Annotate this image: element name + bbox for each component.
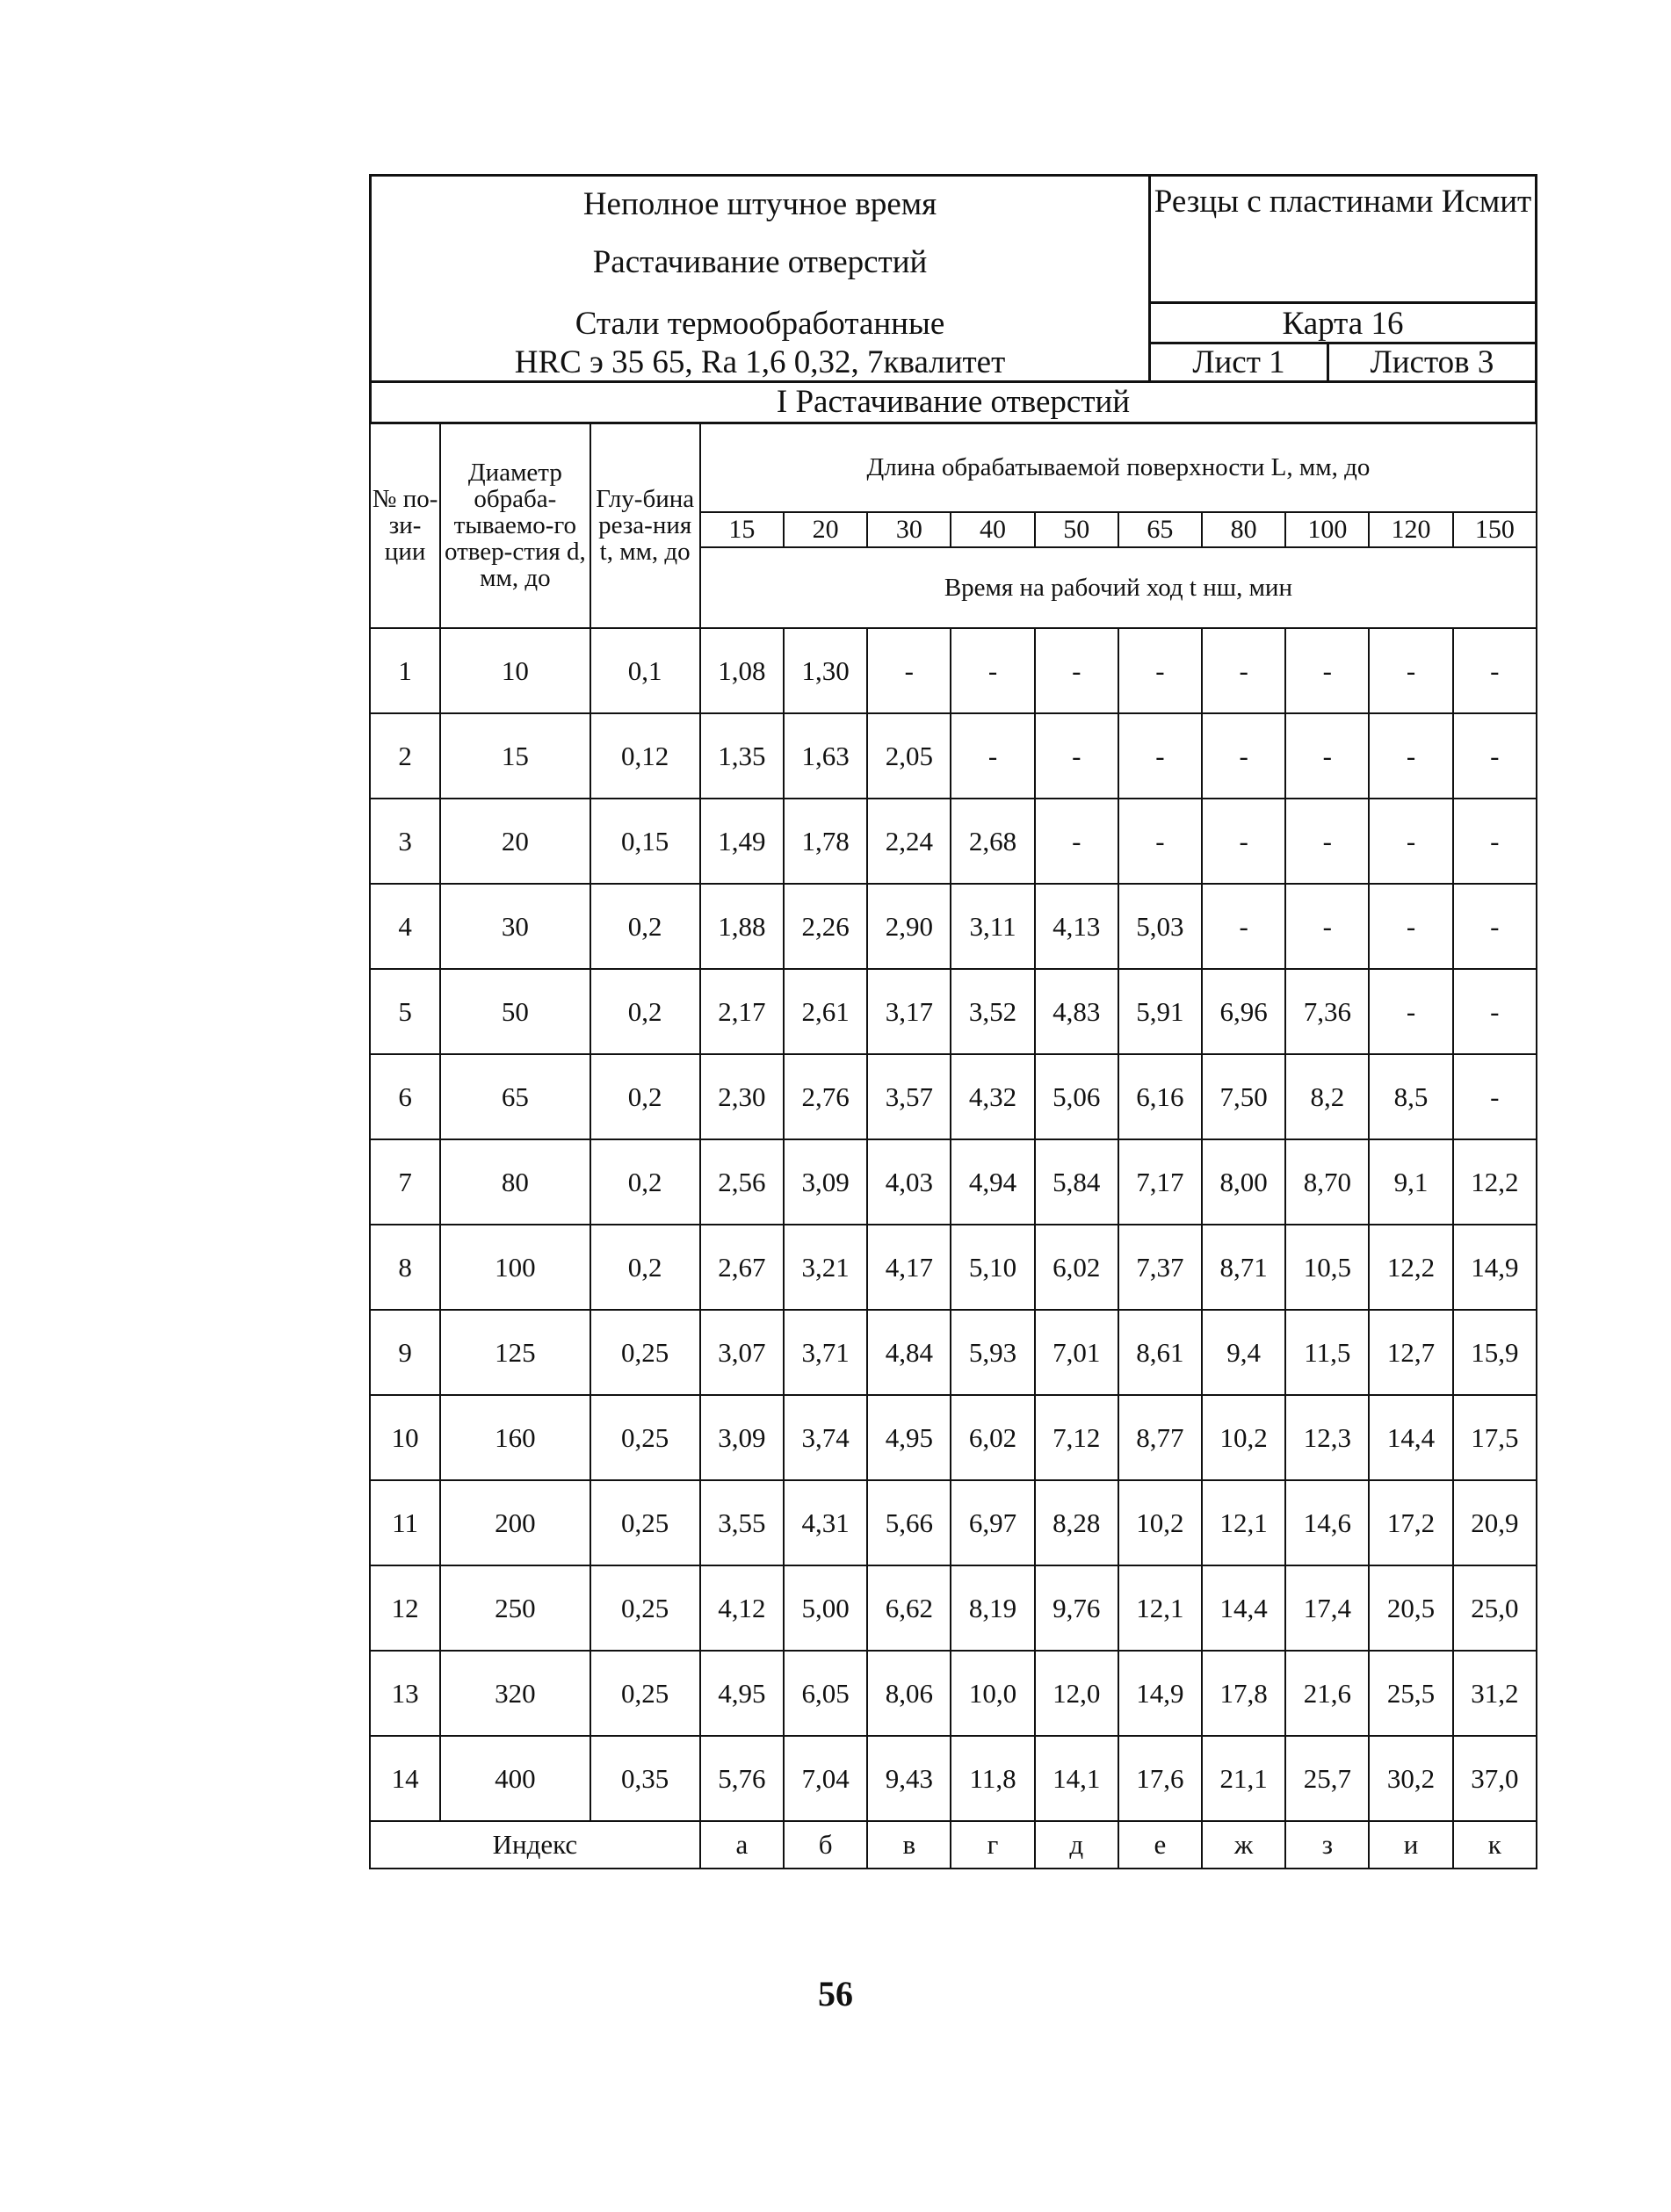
position-cell: 1: [370, 628, 440, 713]
depth-cell: 0,2: [590, 1139, 700, 1225]
table-row: [370, 713, 1537, 799]
time-cell: -: [1369, 628, 1452, 713]
diameter-cell: 100: [440, 1225, 590, 1310]
time-cell: 2,30: [700, 1054, 784, 1139]
time-cell: 4,12: [700, 1565, 784, 1651]
time-cell: 4,94: [951, 1139, 1034, 1225]
time-cell: -: [1369, 884, 1452, 969]
time-cell: 10,2: [1118, 1480, 1202, 1565]
time-cell: 3,57: [867, 1054, 951, 1139]
column-header-depth: Глу-бина реза-ния t, мм, до: [590, 423, 700, 628]
position-cell: 7: [370, 1139, 440, 1225]
time-cell: 20,5: [1369, 1565, 1452, 1651]
time-cell: 5,03: [1118, 884, 1202, 969]
time-cell: 1,78: [784, 799, 867, 884]
depth-cell: 0,2: [590, 969, 700, 1054]
depth-cell: 0,25: [590, 1480, 700, 1565]
table-row: [370, 969, 1537, 1054]
time-cell: 8,06: [867, 1651, 951, 1736]
time-cell: 4,13: [1035, 884, 1118, 969]
length-value: 120: [1369, 512, 1452, 547]
table-row: [370, 628, 1537, 713]
time-cell: 20,9: [1453, 1480, 1537, 1565]
time-cell: 5,84: [1035, 1139, 1118, 1225]
table-row: [370, 1225, 1537, 1310]
position-cell: 5: [370, 969, 440, 1054]
time-cell: -: [1453, 628, 1537, 713]
diameter-cell: 400: [440, 1736, 590, 1821]
position-cell: 13: [370, 1651, 440, 1736]
time-cell: 2,56: [700, 1139, 784, 1225]
time-cell: 2,90: [867, 884, 951, 969]
header-spec: HRC э 35 65, Ra 1,6 0,32, 7квалитет: [514, 344, 1006, 380]
position-cell: 3: [370, 799, 440, 884]
table-row: [370, 799, 1537, 884]
position-cell: 2: [370, 713, 440, 799]
time-cell: 8,28: [1035, 1480, 1118, 1565]
time-cell: 1,30: [784, 628, 867, 713]
time-cell: 3,55: [700, 1480, 784, 1565]
time-cell: 4,95: [867, 1395, 951, 1480]
length-value: 50: [1035, 512, 1118, 547]
time-cell: -: [1285, 799, 1369, 884]
index-letter: д: [1035, 1821, 1118, 1869]
time-cell: 1,63: [784, 713, 867, 799]
diameter-cell: 15: [440, 713, 590, 799]
time-cell: 14,9: [1118, 1651, 1202, 1736]
time-cell: 9,1: [1369, 1139, 1452, 1225]
time-cell: 7,04: [784, 1736, 867, 1821]
index-letter: е: [1118, 1821, 1202, 1869]
header-sheets-total: Листов 3: [1370, 344, 1494, 380]
time-cell: 8,00: [1202, 1139, 1285, 1225]
length-value: 100: [1285, 512, 1369, 547]
time-cell: 1,49: [700, 799, 784, 884]
depth-cell: 0,35: [590, 1736, 700, 1821]
time-cell: 8,5: [1369, 1054, 1452, 1139]
time-cell: -: [1453, 884, 1537, 969]
time-cell: -: [1035, 713, 1118, 799]
position-cell: 14: [370, 1736, 440, 1821]
position-cell: 10: [370, 1395, 440, 1480]
index-letter: и: [1369, 1821, 1452, 1869]
index-letter: к: [1453, 1821, 1537, 1869]
time-cell: 10,0: [951, 1651, 1034, 1736]
time-cell: 6,96: [1202, 969, 1285, 1054]
time-cell: -: [1453, 1054, 1537, 1139]
time-cell: 2,17: [700, 969, 784, 1054]
depth-cell: 0,12: [590, 713, 700, 799]
time-cell: 12,1: [1202, 1480, 1285, 1565]
time-cell: 12,2: [1453, 1139, 1537, 1225]
depth-cell: 0,25: [590, 1310, 700, 1395]
card-header: [369, 174, 1537, 380]
time-cell: 6,02: [1035, 1225, 1118, 1310]
time-cell: 10,5: [1285, 1225, 1369, 1310]
length-value: 15: [700, 512, 784, 547]
time-cell: 12,3: [1285, 1395, 1369, 1480]
time-cell: 12,1: [1118, 1565, 1202, 1651]
time-cell: -: [1035, 628, 1118, 713]
time-cell: -: [1453, 713, 1537, 799]
column-header-length: Длина обрабатываемой поверхности L, мм, до: [700, 423, 1537, 512]
time-cell: -: [1369, 713, 1452, 799]
depth-cell: 0,25: [590, 1395, 700, 1480]
header-rule: [1151, 301, 1535, 304]
time-cell: 8,70: [1285, 1139, 1369, 1225]
time-cell: 2,68: [951, 799, 1034, 884]
position-cell: 9: [370, 1310, 440, 1395]
time-cell: 6,16: [1118, 1054, 1202, 1139]
table-row: [370, 1565, 1537, 1651]
column-header-diameter: Диаметр обраба-тываемо-го отвер-стия d, мм, до: [440, 423, 590, 628]
time-cell: 11,8: [951, 1736, 1034, 1821]
time-cell: 3,74: [784, 1395, 867, 1480]
header-title: Неполное штучное время: [582, 186, 937, 222]
time-cell: 2,61: [784, 969, 867, 1054]
table-row: [370, 1310, 1537, 1395]
column-header-time: Время на рабочий ход t нш, мин: [700, 547, 1537, 628]
time-cell: -: [1285, 628, 1369, 713]
time-cell: -: [1453, 799, 1537, 884]
time-cell: 5,10: [951, 1225, 1034, 1310]
time-cell: 7,17: [1118, 1139, 1202, 1225]
diameter-cell: 50: [440, 969, 590, 1054]
index-row: [370, 1821, 1537, 1869]
diameter-cell: 20: [440, 799, 590, 884]
depth-cell: 0,1: [590, 628, 700, 713]
time-cell: -: [1202, 884, 1285, 969]
header-operation: Растачивание отверстий: [592, 244, 928, 280]
time-cell: 2,76: [784, 1054, 867, 1139]
table-row: [370, 1480, 1537, 1565]
time-cell: 8,61: [1118, 1310, 1202, 1395]
time-cell: 12,7: [1369, 1310, 1452, 1395]
time-cell: 9,4: [1202, 1310, 1285, 1395]
header-card-number: Карта 16: [1282, 306, 1404, 342]
time-cell: 5,91: [1118, 969, 1202, 1054]
time-cell: 21,6: [1285, 1651, 1369, 1736]
position-cell: 11: [370, 1480, 440, 1565]
time-cell: 4,03: [867, 1139, 951, 1225]
diameter-cell: 320: [440, 1651, 590, 1736]
time-cell: 3,17: [867, 969, 951, 1054]
time-cell: 2,67: [700, 1225, 784, 1310]
column-header-position: № по-зи-ции: [370, 423, 440, 628]
length-value: 40: [951, 512, 1034, 547]
time-cell: 31,2: [1453, 1651, 1537, 1736]
time-cell: -: [951, 628, 1034, 713]
diameter-cell: 65: [440, 1054, 590, 1139]
time-cell: 6,62: [867, 1565, 951, 1651]
time-cell: 5,00: [784, 1565, 867, 1651]
time-cell: -: [1202, 713, 1285, 799]
time-cell: 25,7: [1285, 1736, 1369, 1821]
index-label: Индекс: [370, 1821, 700, 1869]
time-cell: 14,6: [1285, 1480, 1369, 1565]
position-cell: 6: [370, 1054, 440, 1139]
time-cell: -: [951, 713, 1034, 799]
index-letter: г: [951, 1821, 1034, 1869]
time-cell: -: [1369, 969, 1452, 1054]
page-number: 56: [818, 1974, 853, 2013]
time-cell: 30,2: [1369, 1736, 1452, 1821]
header-material: Стали термообработанные: [575, 306, 945, 342]
header-sheet: Лист 1: [1192, 344, 1285, 380]
time-cell: 25,0: [1453, 1565, 1537, 1651]
time-cell: 37,0: [1453, 1736, 1537, 1821]
time-cell: -: [1453, 969, 1537, 1054]
time-cell: 14,1: [1035, 1736, 1118, 1821]
time-cell: 5,76: [700, 1736, 784, 1821]
time-cell: 10,2: [1202, 1395, 1285, 1480]
length-value: 65: [1118, 512, 1202, 547]
time-cell: 1,88: [700, 884, 784, 969]
diameter-cell: 10: [440, 628, 590, 713]
depth-cell: 0,15: [590, 799, 700, 884]
time-cell: 4,31: [784, 1480, 867, 1565]
time-cell: 3,09: [700, 1395, 784, 1480]
diameter-cell: 30: [440, 884, 590, 969]
time-cell: 1,35: [700, 713, 784, 799]
time-cell: 17,4: [1285, 1565, 1369, 1651]
time-cell: 8,71: [1202, 1225, 1285, 1310]
time-cell: 8,19: [951, 1565, 1034, 1651]
time-cell: 2,05: [867, 713, 951, 799]
depth-cell: 0,25: [590, 1651, 700, 1736]
time-cell: 17,5: [1453, 1395, 1537, 1480]
depth-cell: 0,2: [590, 1225, 700, 1310]
time-cell: 6,05: [784, 1651, 867, 1736]
time-cell: 3,09: [784, 1139, 867, 1225]
time-cell: -: [1202, 628, 1285, 713]
time-cell: 6,97: [951, 1480, 1034, 1565]
time-cell: -: [1285, 713, 1369, 799]
time-cell: -: [1285, 884, 1369, 969]
time-cell: 7,50: [1202, 1054, 1285, 1139]
time-cell: 6,02: [951, 1395, 1034, 1480]
time-cell: 2,24: [867, 799, 951, 884]
time-cell: 17,2: [1369, 1480, 1452, 1565]
time-cell: 1,08: [700, 628, 784, 713]
time-cell: 7,36: [1285, 969, 1369, 1054]
time-cell: 4,32: [951, 1054, 1034, 1139]
time-cell: 5,06: [1035, 1054, 1118, 1139]
position-cell: 12: [370, 1565, 440, 1651]
time-cell: -: [1118, 713, 1202, 799]
time-cell: -: [1118, 799, 1202, 884]
time-cell: 17,6: [1118, 1736, 1202, 1821]
table-row: [370, 1736, 1537, 1821]
time-cell: 21,1: [1202, 1736, 1285, 1821]
time-cell: -: [1369, 799, 1452, 884]
time-cell: 4,17: [867, 1225, 951, 1310]
index-letter: з: [1285, 1821, 1369, 1869]
index-letter: а: [700, 1821, 784, 1869]
position-cell: 4: [370, 884, 440, 969]
time-cell: 14,9: [1453, 1225, 1537, 1310]
table-row: [370, 1054, 1537, 1139]
time-cell: 3,11: [951, 884, 1034, 969]
time-cell: 7,12: [1035, 1395, 1118, 1480]
time-cell: 14,4: [1369, 1395, 1452, 1480]
time-cell: 9,76: [1035, 1565, 1118, 1651]
time-cell: 3,52: [951, 969, 1034, 1054]
time-cell: 7,01: [1035, 1310, 1118, 1395]
table-row: [370, 884, 1537, 969]
time-cell: 11,5: [1285, 1310, 1369, 1395]
depth-cell: 0,25: [590, 1565, 700, 1651]
time-cell: 12,0: [1035, 1651, 1118, 1736]
length-value: 80: [1202, 512, 1285, 547]
diameter-cell: 80: [440, 1139, 590, 1225]
time-cell: -: [867, 628, 951, 713]
time-cell: 5,93: [951, 1310, 1034, 1395]
time-cell: -: [1202, 799, 1285, 884]
length-value: 30: [867, 512, 951, 547]
diameter-cell: 200: [440, 1480, 590, 1565]
header-tool: Резцы с пластинами Исмит: [1154, 184, 1532, 220]
depth-cell: 0,2: [590, 884, 700, 969]
table-row: [370, 1139, 1537, 1225]
index-letter: б: [784, 1821, 867, 1869]
time-cell: -: [1118, 628, 1202, 713]
time-cell: 7,37: [1118, 1225, 1202, 1310]
diameter-cell: 125: [440, 1310, 590, 1395]
time-cell: 2,26: [784, 884, 867, 969]
index-letter: в: [867, 1821, 951, 1869]
time-cell: -: [1035, 799, 1118, 884]
time-cell: 3,71: [784, 1310, 867, 1395]
time-cell: 17,8: [1202, 1651, 1285, 1736]
time-cell: 3,07: [700, 1310, 784, 1395]
table-row: [370, 1651, 1537, 1736]
time-cell: 14,4: [1202, 1565, 1285, 1651]
time-cell: 3,21: [784, 1225, 867, 1310]
time-cell: 12,2: [1369, 1225, 1452, 1310]
depth-cell: 0,2: [590, 1054, 700, 1139]
time-cell: 4,83: [1035, 969, 1118, 1054]
length-value: 150: [1453, 512, 1537, 547]
index-letter: ж: [1202, 1821, 1285, 1869]
diameter-cell: 160: [440, 1395, 590, 1480]
diameter-cell: 250: [440, 1565, 590, 1651]
section-title: I Растачивание отверстий: [369, 380, 1537, 424]
time-cell: 4,95: [700, 1651, 784, 1736]
length-value: 20: [784, 512, 867, 547]
time-cell: 8,77: [1118, 1395, 1202, 1480]
time-cell: 9,43: [867, 1736, 951, 1821]
time-cell: 5,66: [867, 1480, 951, 1565]
table-row: [370, 1395, 1537, 1480]
time-cell: 15,9: [1453, 1310, 1537, 1395]
time-cell: 8,2: [1285, 1054, 1369, 1139]
time-norm-table: [369, 422, 1537, 1869]
position-cell: 8: [370, 1225, 440, 1310]
time-cell: 25,5: [1369, 1651, 1452, 1736]
time-cell: 4,84: [867, 1310, 951, 1395]
norm-card: [369, 174, 1537, 1869]
